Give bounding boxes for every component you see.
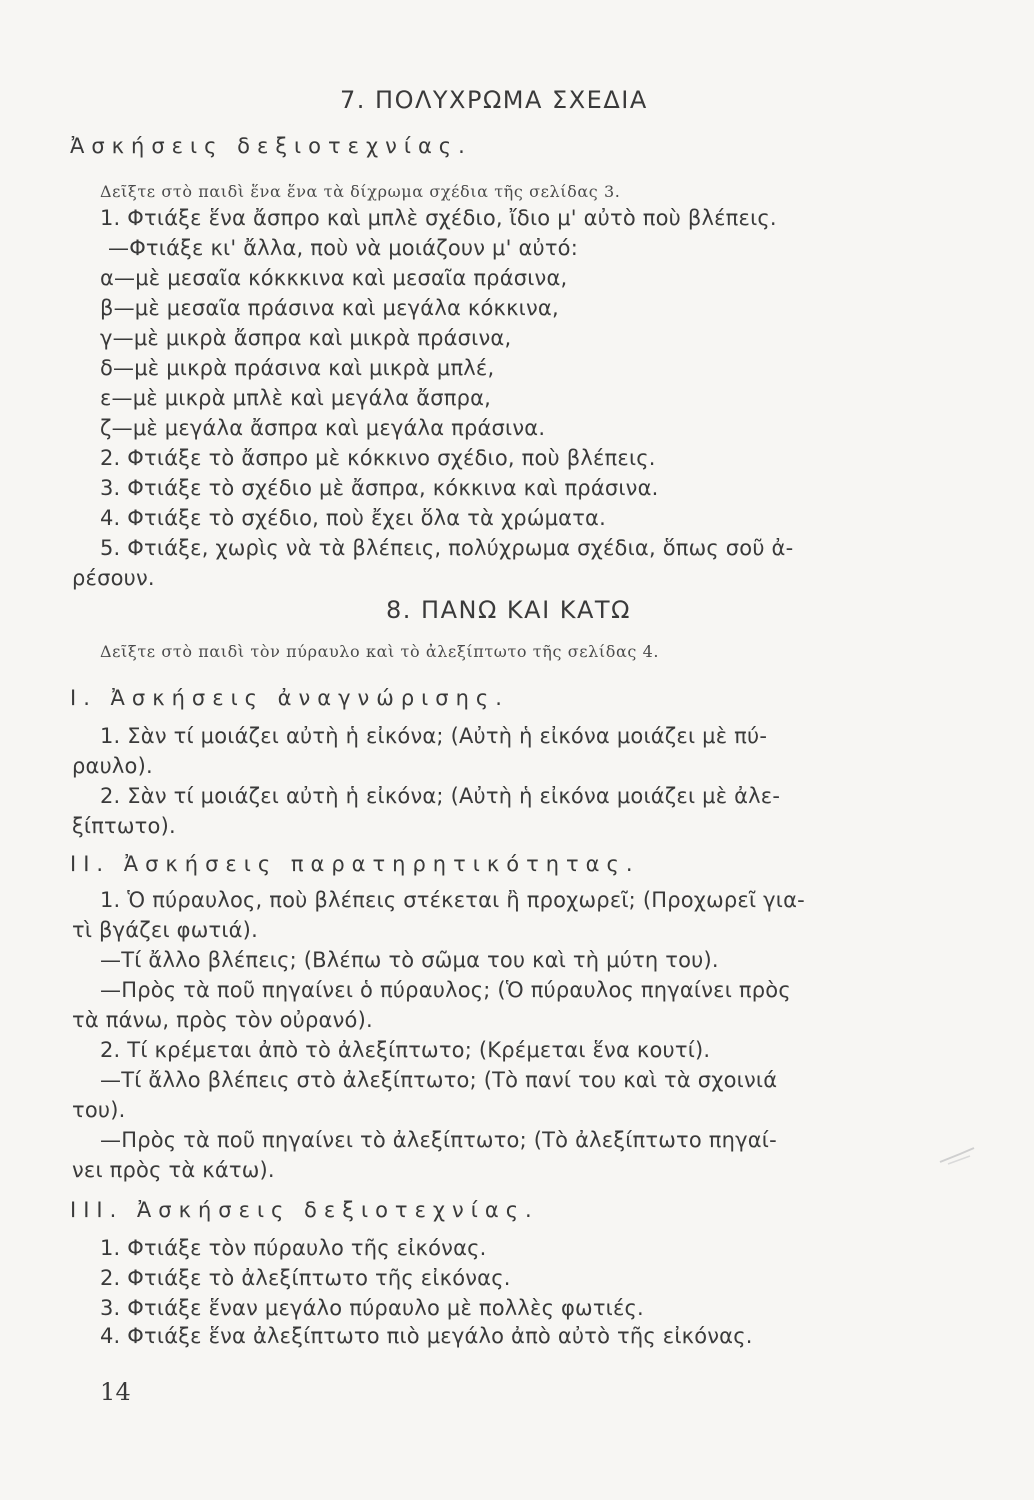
text-line: 2. Τί κρέμεται ἀπὸ τὸ ἀλεξίπτωτο; (Κρέμεται ἕνα κουτί). [100, 1038, 711, 1062]
text-line: —Φτιάξε κι' ἄλλα, ποὺ νὰ μοιάζουν μ' αὐτό: [108, 236, 578, 260]
section7-subtitle: Ἀσκήσεις δεξιοτεχνίας. [70, 134, 472, 158]
text-line: δ—μὲ μικρὰ πράσινα καὶ μικρὰ μπλέ, [100, 356, 495, 380]
text-line: τὶ βγάζει φωτιά). [72, 918, 258, 942]
section7-title: 7. ΠΟΛΥΧΡΩΜΑ ΣΧΕΔΙΑ [340, 86, 648, 114]
text-line: ρέσουν. [72, 566, 155, 590]
text-line: νει πρὸς τὰ κάτω). [72, 1158, 275, 1182]
text-line: 3. Φτιάξε τὸ σχέδιο μὲ ἄσπρα, κόκκινα καὶ πράσινα. [100, 476, 659, 500]
text-line: 2. Φτιάξε τὸ ἀλεξίπτωτο τῆς εἰκόνας. [100, 1266, 511, 1290]
section8-intro: Δεῖξτε στὸ παιδὶ τὸν πύραυλο καὶ τὸ ἀλεξίπτωτο τῆς σελίδας 4. [100, 642, 660, 661]
text-line: 4. Φτιάξε τὸ σχέδιο, ποὺ ἔχει ὅλα τὰ χρώματα. [100, 506, 606, 530]
pencil-mark-icon [930, 1140, 990, 1170]
text-line: 1. Σὰν τί μοιάζει αὐτὴ ἡ εἰκόνα; (Αὐτὴ ἡ εἰκόνα μοιάζει μὲ πύ- [100, 724, 768, 748]
section7-intro: Δεῖξτε στὸ παιδὶ ἕνα ἕνα τὰ δίχρωμα σχέδια τῆς σελίδας 3. [100, 182, 621, 201]
text-line: ραυλο). [72, 754, 153, 778]
text-line: —Πρὸς τὰ ποῦ πηγαίνει ὁ πύραυλος; (Ὁ πύραυλος πηγαίνει πρὸς [100, 978, 791, 1002]
text-line: α—μὲ μεσαῖα κόκκκινα καὶ μεσαῖα πράσινα, [100, 266, 568, 290]
text-line: 2. Σὰν τί μοιάζει αὐτὴ ἡ εἰκόνα; (Αὐτὴ ἡ εἰκόνα μοιάζει μὲ ἀλε- [100, 784, 781, 808]
part1-heading: Ι. Ἀσκήσεις ἀναγνώρισης. [70, 686, 509, 710]
text-line: 1. Φτιάξε τὸν πύραυλο τῆς εἰκόνας. [100, 1236, 487, 1260]
text-line: 3. Φτιάξε ἕναν μεγάλο πύραυλο μὲ πολλὲς φωτιές. [100, 1296, 644, 1320]
text-line: ε—μὲ μικρὰ μπλὲ καὶ μεγάλα ἄσπρα, [100, 386, 492, 410]
text-line: 1. Φτιάξε ἕνα ἄσπρο καὶ μπλὲ σχέδιο, ἴδιο μ' αὐτὸ ποὺ βλέπεις. [100, 206, 777, 230]
text-line: γ—μὲ μικρὰ ἄσπρα καὶ μικρὰ πράσινα, [100, 326, 512, 350]
text-line: —Πρὸς τὰ ποῦ πηγαίνει τὸ ἀλεξίπτωτο; (Τὸ ἀλεξίπτωτο πηγαί- [100, 1128, 777, 1152]
text-line: ζ—μὲ μεγάλα ἄσπρα καὶ μεγάλα πράσινα. [100, 416, 546, 440]
page-number: 14 [100, 1378, 131, 1406]
part2-heading: ΙΙ. Ἀσκήσεις παρατηρητικότητας. [70, 852, 640, 876]
text-line: ξίπτωτο). [72, 814, 176, 838]
text-line: —Τί ἄλλο βλέπεις; (Βλέπω τὸ σῶμα του καὶ τὴ μύτη του). [100, 948, 719, 972]
text-line: 1. Ὁ πύραυλος, ποὺ βλέπεις στέκεται ἢ προχωρεῖ; (Προχωρεῖ για- [100, 888, 805, 912]
text-line: τὰ πάνω, πρὸς τὸν οὐρανό). [72, 1008, 373, 1032]
text-line: 4. Φτιάξε ἕνα ἀλεξίπτωτο πιὸ μεγάλο ἀπὸ αὐτὸ τῆς εἰκόνας. [100, 1324, 753, 1348]
text-line: β—μὲ μεσαῖα πράσινα καὶ μεγάλα κόκκινα, [100, 296, 559, 320]
text-line: 5. Φτιάξε, χωρὶς νὰ τὰ βλέπεις, πολύχρωμα σχέδια, ὅπως σοῦ ἀ- [100, 536, 794, 560]
part3-heading: ΙΙΙ. Ἀσκήσεις δεξιοτεχνίας. [70, 1198, 539, 1222]
text-line: —Τί ἄλλο βλέπεις στὸ ἀλεξίπτωτο; (Τὸ πανί του καὶ τὰ σχοινιά [100, 1068, 778, 1092]
section8-title: 8. ΠΑΝΩ ΚΑΙ ΚΑΤΩ [386, 596, 631, 624]
text-line: 2. Φτιάξε τὸ ἄσπρο μὲ κόκκινο σχέδιο, ποὺ βλέπεις. [100, 446, 656, 470]
text-line: του). [72, 1098, 126, 1122]
